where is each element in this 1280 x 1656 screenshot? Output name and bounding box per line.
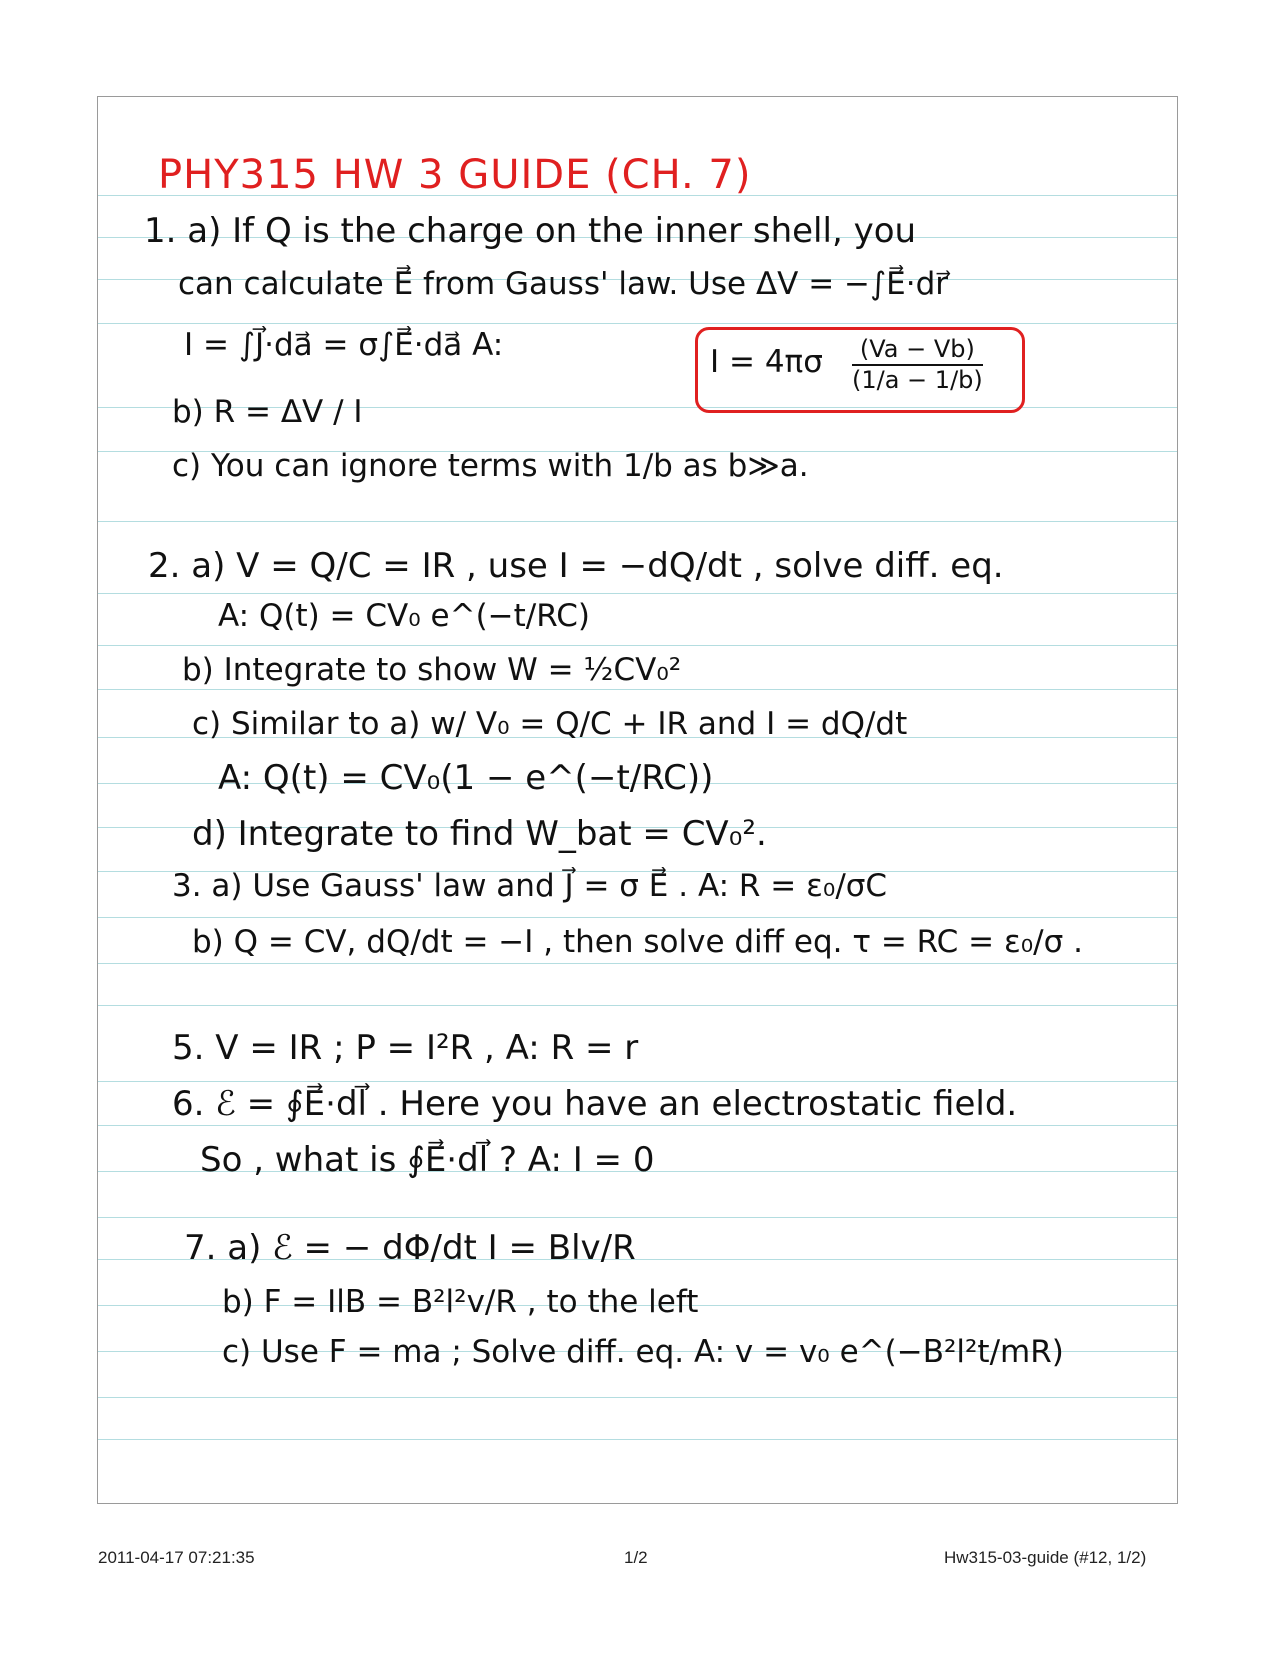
ruled-line [98, 323, 1177, 324]
note-line: 2. a) V = Q/C = IR , use I = −dQ/dt , solve diff. eq. [148, 546, 1004, 586]
note-line: b) F = IlB = B²l²v/R , to the left [222, 1284, 699, 1320]
ruled-line [98, 593, 1177, 594]
notebook-page [97, 96, 1178, 1504]
note-line: b) Q = CV, dQ/dt = −I , then solve diff eq. τ = RC = ε₀/σ . [192, 924, 1083, 960]
fraction-denominator: (1/a − 1/b) [852, 366, 983, 395]
ruled-line [98, 1217, 1177, 1218]
note-line: 7. a) ℰ = − dΦ/dt I = Blv/R [184, 1228, 636, 1268]
ruled-line [98, 963, 1177, 964]
note-line: b) R = ΔV / I [172, 394, 363, 430]
boxed-answer-fraction [852, 337, 983, 393]
ruled-line [98, 521, 1177, 522]
footer-timestamp: 2011-04-17 07:21:35 [98, 1548, 255, 1567]
note-line: c) Use F = ma ; Solve diff. eq. A: v = v₀ e^(−B²l²t/mR) [222, 1334, 1064, 1370]
ruled-line [98, 917, 1177, 918]
page-title: PHY315 HW 3 GUIDE (CH. 7) [158, 152, 752, 198]
note-line: c) Similar to a) w/ V₀ = Q/C + IR and I = dQ/dt [192, 706, 908, 742]
ruled-line [98, 1397, 1177, 1398]
note-line: 5. V = IR ; P = I²R , A: R = r [172, 1028, 639, 1068]
ruled-line [98, 1081, 1177, 1082]
footer-page-number: 1/2 [624, 1548, 648, 1567]
ruled-line [98, 1125, 1177, 1126]
ruled-line [98, 645, 1177, 646]
ruled-line [98, 689, 1177, 690]
note-line: A: Q(t) = CV₀(1 − e^(−t/RC)) [218, 758, 714, 798]
note-line: 1. a) If Q is the charge on the inner shell, you [144, 211, 917, 251]
note-line: b) Integrate to show W = ½CV₀² [182, 652, 682, 688]
fraction-numerator: (Va − Vb) [852, 337, 983, 366]
ruled-line [98, 1005, 1177, 1006]
footer-document-name: Hw315-03-guide (#12, 1/2) [944, 1548, 1147, 1567]
note-line: 3. a) Use Gauss' law and J⃗ = σ E⃗ . A: R = ε₀/σC [172, 868, 888, 904]
ruled-line [98, 1439, 1177, 1440]
note-line: c) You can ignore terms with 1/b as b≫a. [172, 448, 809, 484]
note-line: A: Q(t) = CV₀ e^(−t/RC) [218, 598, 590, 634]
note-line: can calculate E⃗ from Gauss' law. Use ΔV = −∫E⃗·dr⃗ [178, 266, 949, 302]
boxed-answer-lhs: I = 4πσ [710, 344, 823, 380]
note-line: 6. ℰ = ∮E⃗·dl⃗ . Here you have an electrostatic field. [172, 1084, 1018, 1124]
note-line: I = ∫J⃗·da⃗ = σ∫E⃗·da⃗ A: [184, 327, 504, 363]
note-line: So , what is ∮E⃗·dl⃗ ? A: I = 0 [200, 1140, 655, 1180]
note-line: d) Integrate to find W_bat = CV₀². [192, 814, 767, 854]
